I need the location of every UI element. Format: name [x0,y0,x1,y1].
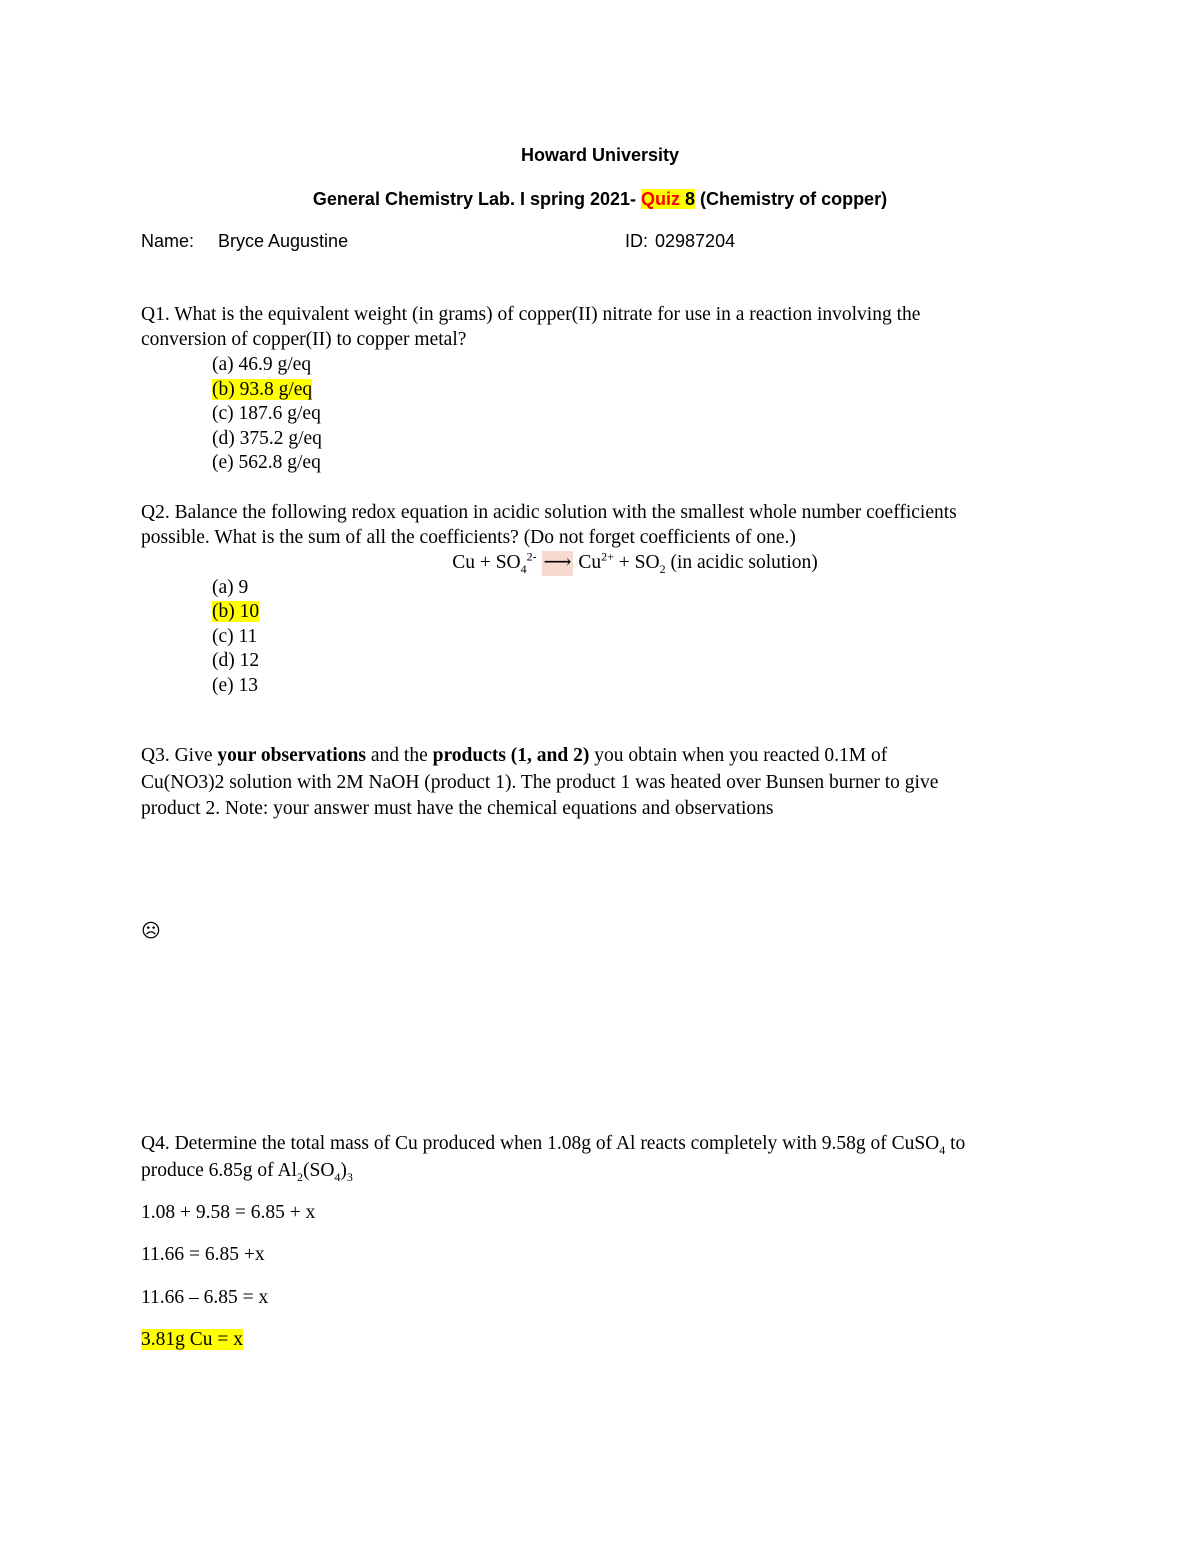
eq-part-so: + SO [613,552,660,573]
q4-line2 [141,1159,353,1184]
eq-part-tail: (in acidic solution) [665,552,818,573]
q3-line1 [141,744,887,769]
q3-part-d: products (1, and 2) [432,745,590,766]
q1-option-d: (d) 375.2 g/eq [212,428,322,449]
q2-option-a: (a) 9 [212,577,249,598]
q1-option-e: (e) 562.8 g/eq [212,452,321,473]
eq-sup-2minus: 2- [526,549,537,564]
q1-option-b-text: (b) 93.8 g/eq [212,379,313,400]
quiz-number: 8 [685,189,696,209]
q2-option-c: (c) 11 [212,626,258,647]
q4-step2: 11.66 = 6.85 +x [141,1244,265,1265]
q2-option-b-text: (b) 10 [212,601,260,622]
reaction-arrow-icon: ⟶ [542,551,574,576]
q2-option-e: (e) 13 [212,675,259,696]
q4-line1-a: Q4. Determine the total mass of Cu produced when 1.08g of Al reacts completely with 9.58g of CuSO [141,1133,940,1154]
eq-sup-2plus: 2+ [601,549,614,564]
id-value: 02987204 [655,231,736,251]
q4-answer-text: 3.81g Cu = x [141,1329,244,1350]
quiz-label: Quiz [641,189,686,209]
name-label: Name: [141,231,195,251]
q1-option-a: (a) 46.9 g/eq [212,354,312,375]
q3-part-a: Q3. Give [141,745,218,766]
course-prefix: General Chemistry Lab. I spring 2021- [312,189,642,209]
frown-face-icon: ☹ [141,921,161,942]
q3-line3: product 2. Note: your answer must have the chemical equations and observations [141,798,774,819]
q4-line1-b: to [945,1133,966,1154]
q4-line2-c: ) [340,1160,347,1181]
q2-line2: possible. What is the sum of all the coefficients? (Do not forget coefficients of one.) [141,527,796,548]
q4-answer [141,1328,243,1353]
q4-sub-4: 4 [939,1142,946,1157]
q2-option-d: (d) 12 [212,650,260,671]
q4-line2-b: (SO [302,1160,335,1181]
eq-part-cu2: Cu [578,552,602,573]
q1-line2: conversion of copper(II) to copper metal? [141,329,467,350]
eq-part-cu: Cu + SO [452,552,521,573]
q1-option-b [212,378,312,403]
q4-step3: 11.66 – 6.85 = x [141,1287,269,1308]
id-label: ID: [625,231,649,251]
q4-sub-2: 2 [296,1169,303,1184]
eq-sub-4: 4 [520,561,527,576]
q3-part-e: you obtain when you reacted 0.1M of [589,745,888,766]
course-suffix: (Chemistry of copper) [695,189,888,209]
name-value: Bryce Augustine [218,231,349,251]
eq-sub-2: 2 [659,561,666,576]
q4-line2-a: produce 6.85g of Al [141,1160,297,1181]
q4-line1 [141,1132,965,1157]
q2-equation [0,551,1200,576]
course-title [0,189,1200,210]
q4-sub-4b: 4 [334,1169,341,1184]
q3-part-b: your observations [217,745,366,766]
q3-line2: Cu(NO3)2 solution with 2M NaOH (product 1). The product 1 was heated over Bunsen burner to give [141,772,939,793]
q4-sub-3: 3 [346,1169,353,1184]
q1-option-c: (c) 187.6 g/eq [212,403,321,424]
university-title: Howard University [520,145,680,165]
q2-line1: Q2. Balance the following redox equation in acidic solution with the smallest whole number coefficients [141,502,957,523]
q4-step1: 1.08 + 9.58 = 6.85 + x [141,1202,316,1223]
q1-line1: Q1. What is the equivalent weight (in grams) of copper(II) nitrate for use in a reaction involving the [141,304,921,325]
q3-part-c: and the [366,745,433,766]
q2-option-b [212,600,259,625]
